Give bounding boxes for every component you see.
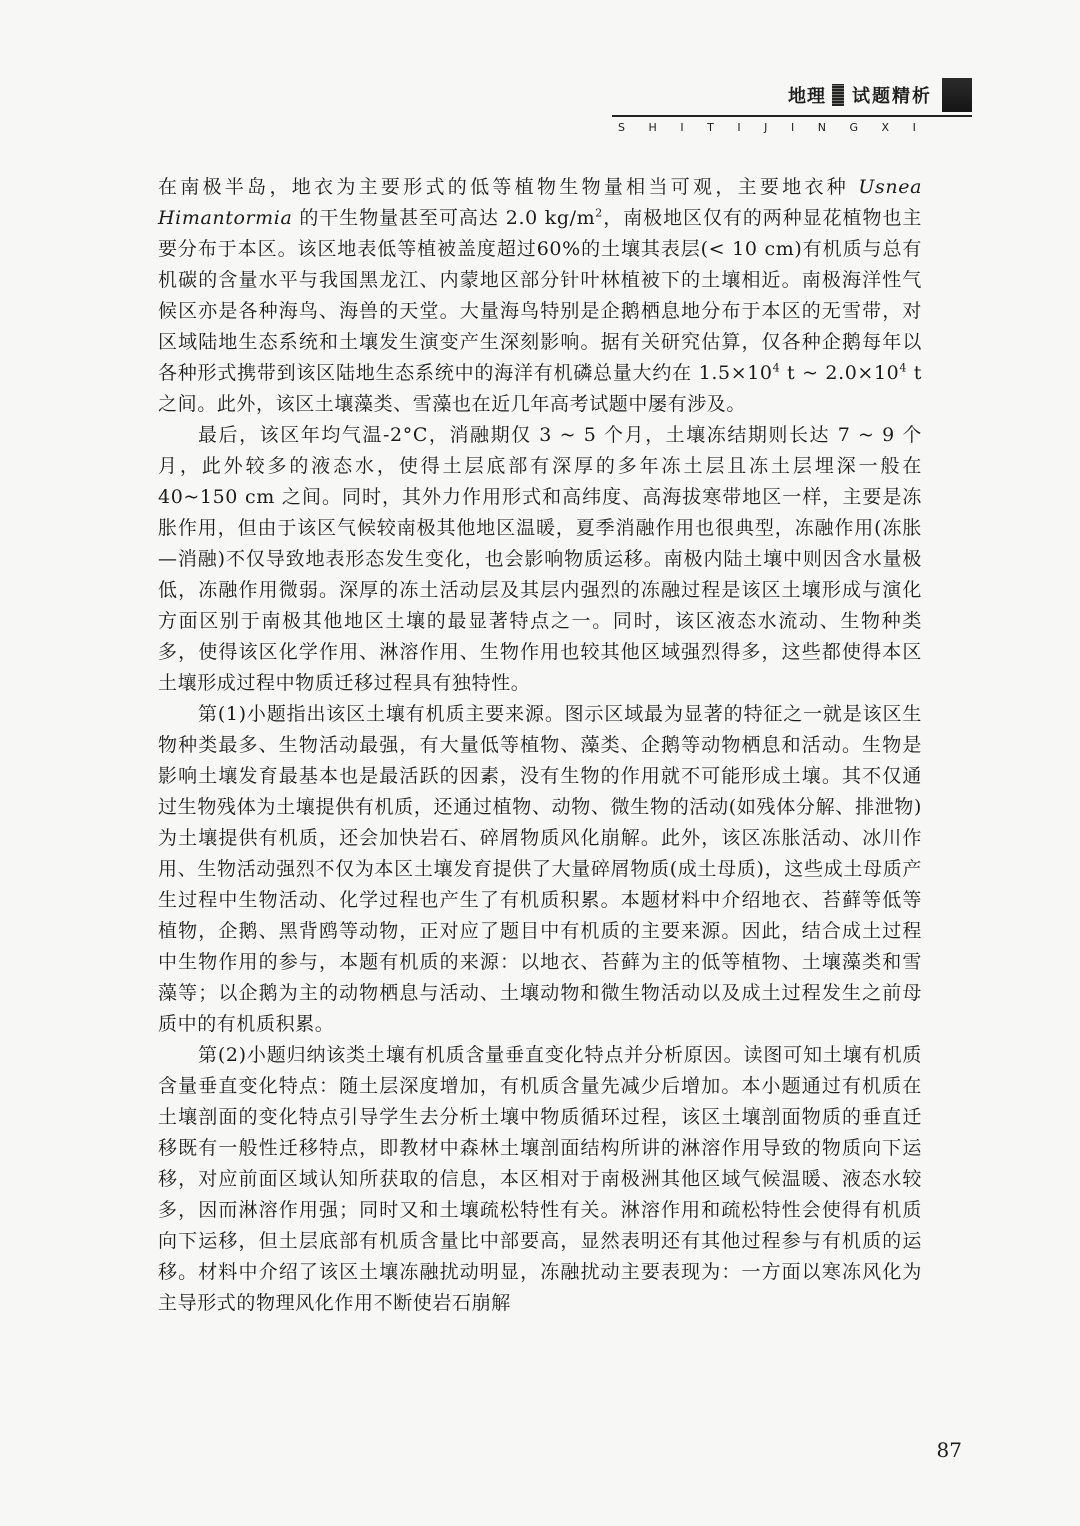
superscript: 4: [899, 361, 907, 375]
page-number: 87: [936, 1438, 962, 1462]
article-body: [158, 172, 922, 1319]
paragraph-text: t ~ 2.0×10: [780, 362, 900, 384]
pinyin-letter: J: [764, 121, 768, 134]
species-name: Usnea Himantormia: [158, 176, 922, 229]
header-subject: 地理: [788, 86, 826, 107]
running-header: [612, 78, 972, 138]
pinyin-letter: I: [737, 121, 741, 134]
paragraph-climate-freeze-thaw: 最后，该区年均气温-2°C，消融期仅 3 ~ 5 个月，土壤冻结期则长达 7 ~ 9 个月，此外较多的液态水，使得土层底部有深厚的多年冻土层且冻土层埋深一般在 40~150 cm 之间。同时，其外力作用形式和高纬度、高海拔寒带地区一样，主要是冻胀作用，但由于该区气候较南极其他地区温暖，夏季消融作用也很典型，冻融作用(冻胀—消融)不仅导致地表形态发生变化，也会影响物质运移。南极内陆土壤中则因含水量极低，冻融作用微弱。深厚的冻土活动层及其层内强烈的冻融过程是该区土壤形成与演化方面区别于南极其他地区土壤的最显著特点之一。同时，该区液态水流动、生物种类多，使得该区化学作用、淋溶作用、生物作用也较其他区域强烈得多，这些都使得本区土壤形成过程中物质迁移过程具有独特性。: [158, 424, 922, 694]
pinyin-letter: X: [881, 121, 890, 134]
header-divider-mark: [832, 84, 844, 106]
superscript: 4: [772, 361, 781, 375]
paragraph-text: 在南极半岛，地衣为主要形式的低等植物生物量相当可观，主要地衣种: [158, 176, 859, 198]
header-section-title: 试题精析: [852, 86, 932, 107]
pinyin-letter: G: [849, 121, 859, 134]
pinyin-letter: I: [912, 121, 916, 134]
paragraph-text: ，南极地区仅有的两种显花植物也主要分布于本区。该区地表低等植被盖度超过60%的土壤其表层(< 10 cm)有机质与总有机碳的含量水平与我国黑龙江、内蒙地区部分针叶林植被下的土壤相近。南极海洋性气候区亦是各种海鸟、海兽的天堂。大量海鸟特别是企鹅栖息地分布于本区的无雪带，对区域陆地生态系统和土壤发生演变产生深刻影响。据有关研究估算，仅各种企鹅每年以各种形式携带到该区陆地生态系统中的海洋有机磷总量大约在 1.5×10: [158, 207, 922, 384]
paragraph-question-2: 第(2)小题归纳该类土壤有机质含量垂直变化特点并分析原因。读图可知土壤有机质含量垂直变化特点：随土层深度增加，有机质含量先减少后增加。本小题通过有机质在土壤剖面的变化特点引导学生去分析土壤中物质循环过程，该区土壤剖面物质的垂直迁移既有一般性迁移特点，即教材中森林土壤剖面结构所讲的淋溶作用导致的物质向下运移，对应前面区域认知所获取的信息，本区相对于南极洲其他区域气候温暖、液态水较多，因而淋溶作用强；同时又和土壤疏松特性有关。淋溶作用和疏松特性会使得有机质向下运移，但土层底部有机质含量比中部要高，显然表明还有其他过程参与有机质的运移。材料中介绍了该区土壤冻融扰动明显，冻融扰动主要表现为：一方面以寒冻风化为主导形式的物理风化作用不断使岩石崩解: [158, 1044, 922, 1314]
paragraph-text: 的干生物量甚至可高达 2.0 kg/m: [292, 207, 596, 229]
superscript: 2: [595, 206, 603, 220]
pinyin-letter: I: [790, 121, 795, 134]
header-rule: [612, 115, 972, 117]
pinyin-letter: N: [817, 121, 826, 134]
pinyin-letter: I: [680, 121, 684, 134]
paragraph-text: t 之间。此外，该区土壤藻类、雪藻也在近几年高考试题中屡有涉及。: [158, 362, 922, 415]
paragraph-question-1: 第(1)小题指出该区土壤有机质主要来源。图示区域最为显著的特征之一就是该区生物种类最多、生物活动最强，有大量低等植物、藻类、企鹅等动物栖息和活动。生物是影响土壤发育最基本也是最活跃的因素，没有生物的作用就不可能形成土壤。其不仅通过生物残体为土壤提供有机质，还通过植物、动物、微生物的活动(如残体分解、排泄物)为土壤提供有机质，还会加快岩石、碎屑物质风化崩解。此外，该区冻胀活动、冰川作用、生物活动强烈不仅为本区土壤发育提供了大量碎屑物质(成土母质)，这些成土母质产生过程中生物活动、化学过程也产生了有机质积累。本题材料中介绍地衣、苔藓等低等植物，企鹅、黑背鸥等动物，正对应了题目中有机质的主要来源。因此，结合成土过程中生物作用的参与，本题有机质的来源：以地衣、苔藓为主的低等植物、土壤藻类和雪藻等；以企鹅为主的动物栖息与活动、土壤动物和微生物活动以及成土过程发生之前母质中的有机质积累。: [158, 703, 922, 1035]
pinyin-letter: H: [648, 121, 657, 134]
header-pinyin: [618, 121, 916, 134]
pinyin-letter: S: [618, 121, 625, 134]
pinyin-letter: T: [707, 121, 714, 134]
paragraph-antarctic-peninsula: [158, 172, 922, 420]
header-black-block: [942, 78, 972, 112]
header-top-row: [788, 78, 972, 112]
